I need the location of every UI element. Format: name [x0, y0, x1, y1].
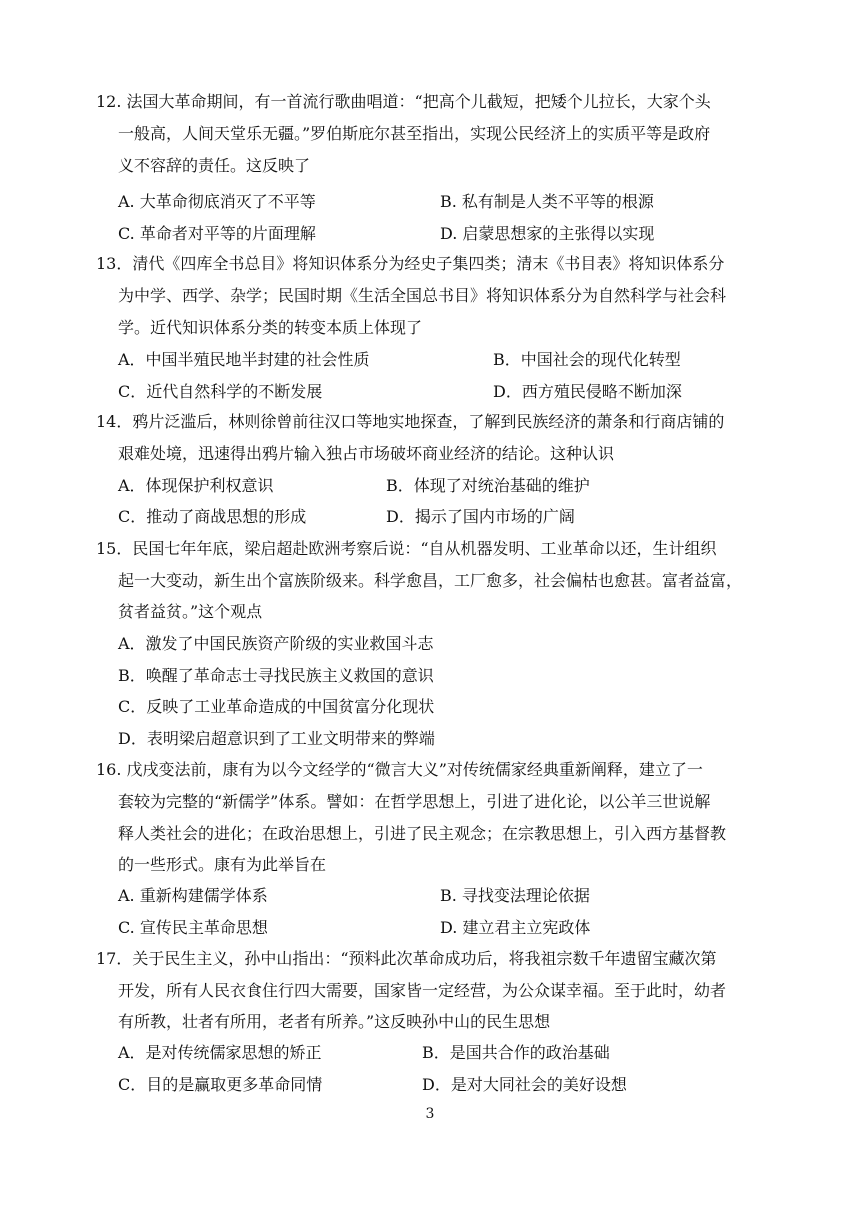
question-16-stem-line-2: 套较为完整的“新儒学”体系。譬如：在哲学思想上，引进了进化论，以公羊三世说解	[118, 792, 711, 811]
question-12-stem-line-3: 义不容辞的责任。这反映了	[118, 156, 311, 175]
question-12-option-d: D. 启蒙思想家的主张得以实现	[440, 224, 655, 243]
question-15-stem-line-2: 起一大变动，新生出个富族阶级来。科学愈昌，工厂愈多，社会偏枯也愈甚。富者益富，	[118, 571, 743, 590]
question-14-option-d: D．揭示了国内市场的广阔	[386, 507, 575, 526]
question-14-option-b: B．体现了对统治基础的维护	[386, 476, 590, 495]
question-16-option-b: B. 寻找变法理论依据	[440, 886, 590, 905]
question-15-option-b: B．唤醒了革命志士寻找民族主义救国的意识	[118, 666, 434, 685]
question-12-stem-line-1: 12. 法国大革命期间，有一首流行歌曲唱道：“把高个儿截短，把矮个儿拉长，大家个头	[96, 92, 711, 111]
question-13-option-d: D．西方殖民侵略不断加深	[493, 382, 682, 401]
question-13-stem-line-3: 学。近代知识体系分类的转变本质上体现了	[118, 318, 423, 337]
question-15-option-c: C．反映了工业革命造成的中国贫富分化现状	[118, 697, 435, 716]
question-15-stem-line-1: 15．民国七年年底，梁启超赴欧洲考察后说：“自从机器发明、工业革命以还，生计组织	[96, 539, 717, 558]
question-17-stem-line-2: 开发，所有人民衣食住行四大需要，国家皆一定经营，为公众谋幸福。至于此时，幼者	[118, 981, 727, 1000]
question-17-option-c: C．目的是赢取更多革命同情	[118, 1075, 323, 1094]
question-16-option-c: C. 宣传民主革命思想	[118, 918, 268, 937]
question-15-option-d: D．表明梁启超意识到了工业文明带来的弊端	[118, 729, 435, 748]
question-14-stem-line-2: 艰难处境，迅速得出鸦片输入独占市场破坏商业经济的结论。这种认识	[118, 444, 615, 463]
question-16-stem-line-3: 释人类社会的进化；在政治思想上，引进了民主观念；在宗教思想上，引入西方基督教	[118, 824, 727, 843]
question-16-option-a: A. 重新构建儒学体系	[118, 886, 268, 905]
question-12-option-c: C. 革命者对平等的片面理解	[118, 224, 316, 243]
question-13-option-b: B．中国社会的现代化转型	[493, 350, 681, 369]
question-16-option-d: D. 建立君主立宪政体	[440, 918, 591, 937]
question-12-stem-line-2: 一般高，人间天堂乐无疆。”罗伯斯庇尔甚至指出，实现公民经济上的实质平等是政府	[118, 124, 711, 143]
question-17-option-a: A．是对传统儒家思想的矫正	[118, 1043, 322, 1062]
question-14-option-a: A．体现保护利权意识	[118, 476, 274, 495]
question-16-stem-line-4: 的一些形式。康有为此举旨在	[118, 855, 327, 874]
question-12-option-b: B. 私有制是人类不平等的根源	[440, 192, 654, 211]
question-13-option-a: A．中国半殖民地半封建的社会性质	[118, 350, 370, 369]
question-13-option-c: C．近代自然科学的不断发展	[118, 382, 323, 401]
question-17-stem-line-1: 17．关于民生主义，孙中山指出：“预料此次革命成功后，将我祖宗数千年遗留宝藏次第	[96, 949, 717, 968]
question-14-stem-line-1: 14．鸦片泛滥后，林则徐曾前往汉口等地实地探查，了解到民族经济的萧条和行商店铺的	[96, 412, 725, 431]
page-number: 3	[425, 1106, 435, 1122]
question-12-option-a: A. 大革命彻底消灭了不平等	[118, 192, 316, 211]
question-13-stem-line-2: 为中学、西学、杂学；民国时期《生活全国总书目》将知识体系分为自然科学与社会科	[118, 286, 727, 305]
question-15-stem-line-3: 贫者益贫。”这个观点	[118, 602, 263, 621]
question-13-stem-line-1: 13．清代《四库全书总目》将知识体系分为经史子集四类；清末《书目表》将知识体系分	[96, 254, 725, 273]
question-16-stem-line-1: 16. 戊戌变法前，康有为以今文经学的“微言大义”对传统儒家经典重新阐释，建立了一	[96, 760, 703, 779]
question-17-option-d: D．是对大同社会的美好设想	[422, 1075, 627, 1094]
question-14-option-c: C．推动了商战思想的形成	[118, 507, 307, 526]
question-15-option-a: A．激发了中国民族资产阶级的实业救国斗志	[118, 634, 434, 653]
question-17-option-b: B．是国共合作的政治基础	[422, 1043, 610, 1062]
question-17-stem-line-3: 有所教，壮者有所用，老者有所养。”这反映孙中山的民生思想	[118, 1012, 551, 1031]
